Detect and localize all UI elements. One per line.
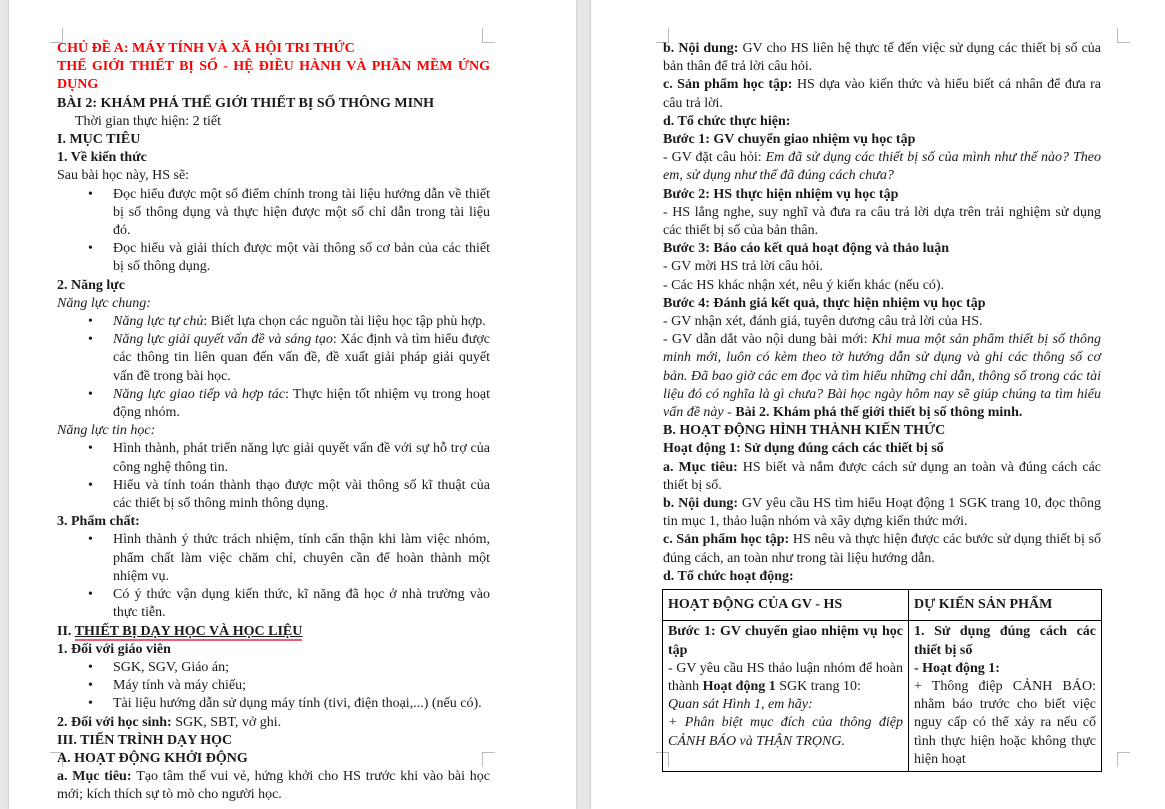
text-run: Khi mua một sản phẩm thiết bị số thông minh mới, luôn có kèm theo tờ hướng dẫn sử dụng và ghi các thông số cơ bản. Đã bao giờ các em đọc và tìm hiểu những chỉ dẫn, thông số trong các tài liệu đó có nghĩa là gì chưa? Bài học ngày hôm nay sẽ giúp chúng ta tìm hiểu vấn đề này <box>663 332 1101 421</box>
text-run: Năng lực tin học: <box>57 423 156 439</box>
text-run: 1. Về kiến thức <box>57 150 147 166</box>
text-run: THẾ GIỚI THIẾT BỊ SỐ - HỆ ĐIỀU HÀNH VÀ PHẦN MỀM ỨNG DỤNG <box>57 59 490 93</box>
text-run: + Phân biệt mục đích của thông điệp CẢNH BÁO và THẬN TRỌNG. <box>668 715 903 749</box>
text-run: 2. Năng lực <box>57 277 125 293</box>
bullet-item <box>57 386 490 422</box>
text-run: Quan sát Hình 1, em hãy: <box>668 697 813 713</box>
text-run: Sau bài học này, HS sẽ: <box>57 168 190 184</box>
text-run: : Xác định và tìm hiểu được các thông tin liên quan đến vấn đề, đề xuất giải pháp giải quyết vấn đề trong bài học. <box>113 332 490 384</box>
text-run: b. Nội dung: <box>663 496 742 512</box>
paragraph <box>663 76 1101 112</box>
text-run: A. HOẠT ĐỘNG KHỞI ĐỘNG <box>57 750 248 766</box>
paragraph <box>668 623 903 659</box>
crop-mark <box>1117 752 1130 767</box>
bullet-item <box>57 440 490 476</box>
bullet-item <box>57 677 490 695</box>
text-run: B. HOẠT ĐỘNG HÌNH THÀNH KIẾN THỨC <box>663 423 946 439</box>
text-run: Năng lực tự chủ <box>113 314 204 330</box>
text-run: Đọc hiểu được một số điểm chính trong tài liệu hướng dẫn về thiết bị số thông dụng và thực hiện được một số chỉ dẫn trong tài liệu đó. <box>113 186 490 239</box>
paragraph <box>57 714 490 732</box>
text-run: - GV đặt câu hỏi: <box>663 150 766 166</box>
paragraph <box>57 131 490 149</box>
text-run: : Thực hiện tốt nhiệm vụ trong hoạt động nhóm. <box>113 386 490 421</box>
paragraph <box>57 422 490 440</box>
text-run: GV cho HS liên hệ thực tế đến việc sử dụng các thiết bị số của bản thân để trả lời câu hỏi. <box>663 41 1102 75</box>
paragraph <box>663 313 1101 331</box>
paragraph <box>663 186 1101 204</box>
paragraph <box>663 440 1101 458</box>
paragraph <box>663 295 1101 313</box>
text-run: Bài 2. Khám phá thế giới thiết bị số thông minh. <box>735 405 1023 421</box>
paragraph <box>57 40 490 58</box>
paragraph <box>663 422 1101 440</box>
paragraph <box>57 58 490 94</box>
text-run: Em đã sử dụng các thiết bị số của mình như thế nào? Theo em, sử dụng như thế đã đúng cách chưa? <box>663 150 1101 184</box>
paragraph <box>57 295 490 313</box>
text-run: Máy tính và máy chiếu; <box>113 678 246 694</box>
text-run: THIẾT BỊ DẠY HỌC VÀ HỌC LIỆU <box>74 623 303 639</box>
text-run: Đọc hiểu và giải thích được một vài thông số cơ bản của các thiết bị số thông dụng. <box>113 241 490 275</box>
text-run: SGK trang 10: <box>775 678 861 694</box>
bullet-item <box>57 586 490 622</box>
bullet-item <box>57 695 490 713</box>
text-run: Hoạt động 1: Sử dụng đúng cách các thiết bị số <box>663 441 944 457</box>
paragraph <box>57 641 490 659</box>
paragraph <box>663 149 1101 185</box>
text-run: II. <box>57 623 75 639</box>
text-run: HS dựa vào kiến thức và hiểu biết cá nhân để đưa ra câu trả lời. <box>663 77 1101 111</box>
text-run: Bước 2: HS thực hiện nhiệm vụ học tập <box>663 186 899 202</box>
paragraph <box>914 660 1096 678</box>
paragraph <box>663 531 1101 567</box>
paragraph <box>57 113 490 131</box>
table-header: HOẠT ĐỘNG CỦA GV - HS <box>663 590 909 621</box>
text-run: Bước 3: Báo cáo kết quả hoạt động và thảo luận <box>663 241 950 257</box>
text-run: Năng lực giao tiếp và hợp tác <box>113 386 285 402</box>
paragraph <box>663 131 1101 149</box>
text-run: I. MỤC TIÊU <box>57 132 141 148</box>
text-run: 3. Phẩm chất: <box>57 514 140 530</box>
page-1-content <box>57 40 490 805</box>
paragraph <box>663 277 1101 295</box>
text-run: a. Mục tiêu: <box>57 769 137 785</box>
text-run: 2. Đối với học sinh: <box>57 714 172 730</box>
text-run: Hiểu và tính toán thành thạo được một vài thông số kĩ thuật của các thiết bị số thông minh thông dụng. <box>113 477 490 512</box>
text-run: SGK, SGV, Giáo án; <box>113 659 230 675</box>
text-run: Hoạt động 1 <box>702 678 776 694</box>
text-run: Hình thành ý thức trách nhiệm, tính cẩn thận khi làm việc nhóm, phẩm chất làm việc chăm chỉ, chuyên cần để hoàn thành một nhiệm vụ. <box>113 532 490 584</box>
text-run: CHỦ ĐỀ A: MÁY TÍNH VÀ XÃ HỘI TRI THỨC <box>57 41 355 56</box>
table-cell <box>663 621 909 772</box>
bullet-item <box>57 331 490 386</box>
page-2-content <box>663 40 1101 772</box>
paragraph <box>914 623 1096 659</box>
bullet-item <box>57 240 490 276</box>
text-run: Bước 4: Đánh giá kết quả, thực hiện nhiệm vụ học tập <box>663 295 986 311</box>
crop-mark <box>1117 28 1130 43</box>
paragraph <box>668 660 903 696</box>
text-run: d. Tổ chức thực hiện: <box>663 113 791 129</box>
paragraph <box>663 240 1101 258</box>
paragraph <box>663 40 1101 76</box>
text-run: - <box>723 405 736 421</box>
text-run: - GV yêu cầu HS thảo luận nhóm để hoàn thành <box>668 660 903 694</box>
text-run: : Biết lựa chọn các nguồn tài liệu học tập phù hợp. <box>203 314 486 330</box>
text-run: Bước 1: GV chuyển giao nhiệm vụ học tập <box>668 624 903 658</box>
paragraph <box>663 258 1101 276</box>
text-run: Hình thành, phát triển năng lực giải quyết vấn đề với sự hỗ trợ của công nghệ thông tin. <box>113 441 490 475</box>
paragraph <box>663 495 1101 531</box>
text-run: 1. Đối với giáo viên <box>57 641 171 657</box>
text-run: Bước 1: GV chuyển giao nhiệm vụ học tập <box>663 132 916 148</box>
text-run: Có ý thức vận dụng kiến thức, kĩ năng đã học ở nhà trường vào thực tiễn. <box>113 587 490 621</box>
activity-table <box>662 589 1102 772</box>
bullet-item <box>57 313 490 331</box>
text-run: 1. Sử dụng đúng cách các thiết bị số <box>914 624 1096 658</box>
text-run: Tài liệu hướng dẫn sử dụng máy tính (tivi, điện thoại,...) (nếu có). <box>113 696 482 712</box>
text-run: b. Nội dung: <box>663 41 743 56</box>
text-run: BÀI 2: KHÁM PHÁ THẾ GIỚI THIẾT BỊ SỐ THÔNG MINH <box>57 95 435 111</box>
bullet-item <box>57 477 490 513</box>
paragraph <box>663 459 1101 495</box>
paragraph <box>914 678 1096 769</box>
paragraph <box>668 696 903 714</box>
paragraph <box>57 768 490 804</box>
text-run: c. Sản phẩm học tập: <box>663 77 797 93</box>
paragraph <box>57 277 490 295</box>
paragraph <box>663 568 1101 586</box>
text-run: Năng lực giải quyết vấn đề và sáng tạo <box>113 332 333 348</box>
text-run: d. Tổ chức hoạt động: <box>663 568 794 584</box>
table-cell <box>909 621 1102 772</box>
paragraph <box>668 714 903 750</box>
text-run: - GV nhận xét, đánh giá, tuyên dương câu trả lời của HS. <box>663 314 983 330</box>
paragraph <box>57 167 490 185</box>
text-run: + Thông điệp CẢNH BÁO: nhằm báo trước cho biết việc nguy cấp có thể xảy ra nếu cố tình thực hiện hoặc không thực hiện hoạt <box>914 678 1096 767</box>
paragraph <box>57 623 490 641</box>
paragraph <box>57 513 490 531</box>
text-run: - HS lắng nghe, suy nghĩ và đưa ra câu trả lời dựa trên trải nghiệm sử dụng các thiết bị số của bản thân. <box>663 204 1101 239</box>
table-header: DỰ KIẾN SẢN PHẨM <box>909 590 1102 621</box>
paragraph <box>57 750 490 768</box>
bullet-item <box>57 531 490 586</box>
paragraph <box>663 331 1101 422</box>
text-run: Thời gian thực hiện: 2 tiết <box>75 113 222 129</box>
text-run: HS biết và nắm được cách sử dụng an toàn và đúng cách các thiết bị số. <box>663 459 1101 493</box>
paragraph <box>57 732 490 750</box>
paragraph <box>57 95 490 113</box>
text-run: - GV mời HS trả lời câu hỏi. <box>663 259 823 275</box>
text-run: III. TIẾN TRÌNH DẠY HỌC <box>57 732 233 748</box>
bullet-item <box>57 659 490 677</box>
text-run: - Hoạt động 1: <box>914 660 1000 676</box>
text-run: c. Sản phẩm học tập: <box>663 532 793 548</box>
text-run: - Các HS khác nhận xét, nêu ý kiến khác (nếu có). <box>663 277 945 293</box>
text-run: Năng lực chung: <box>57 295 151 311</box>
text-run: Tạo tâm thế vui vẻ, hứng khởi cho HS trước khi vào bài học mới; kích thích sự tò mò cho người học. <box>57 769 490 803</box>
text-run: SGK, SBT, vở ghi. <box>171 714 282 730</box>
paragraph <box>663 204 1101 240</box>
paragraph <box>663 113 1101 131</box>
bullet-item <box>57 186 490 241</box>
text-run: - GV dẫn dắt vào nội dung bài mới: <box>663 332 872 348</box>
paragraph <box>57 149 490 167</box>
text-run: GV yêu cầu HS tìm hiểu Hoạt động 1 SGK trang 10, đọc thông tin mục 1, thảo luận nhóm và xây dựng kiến thức mới. <box>663 496 1101 530</box>
text-run: HS nêu và thực hiện được các bước sử dụng thiết bị số đúng cách, an toàn như trong tài liệu hướng dẫn. <box>663 532 1101 566</box>
text-run: a. Mục tiêu: <box>663 459 743 475</box>
